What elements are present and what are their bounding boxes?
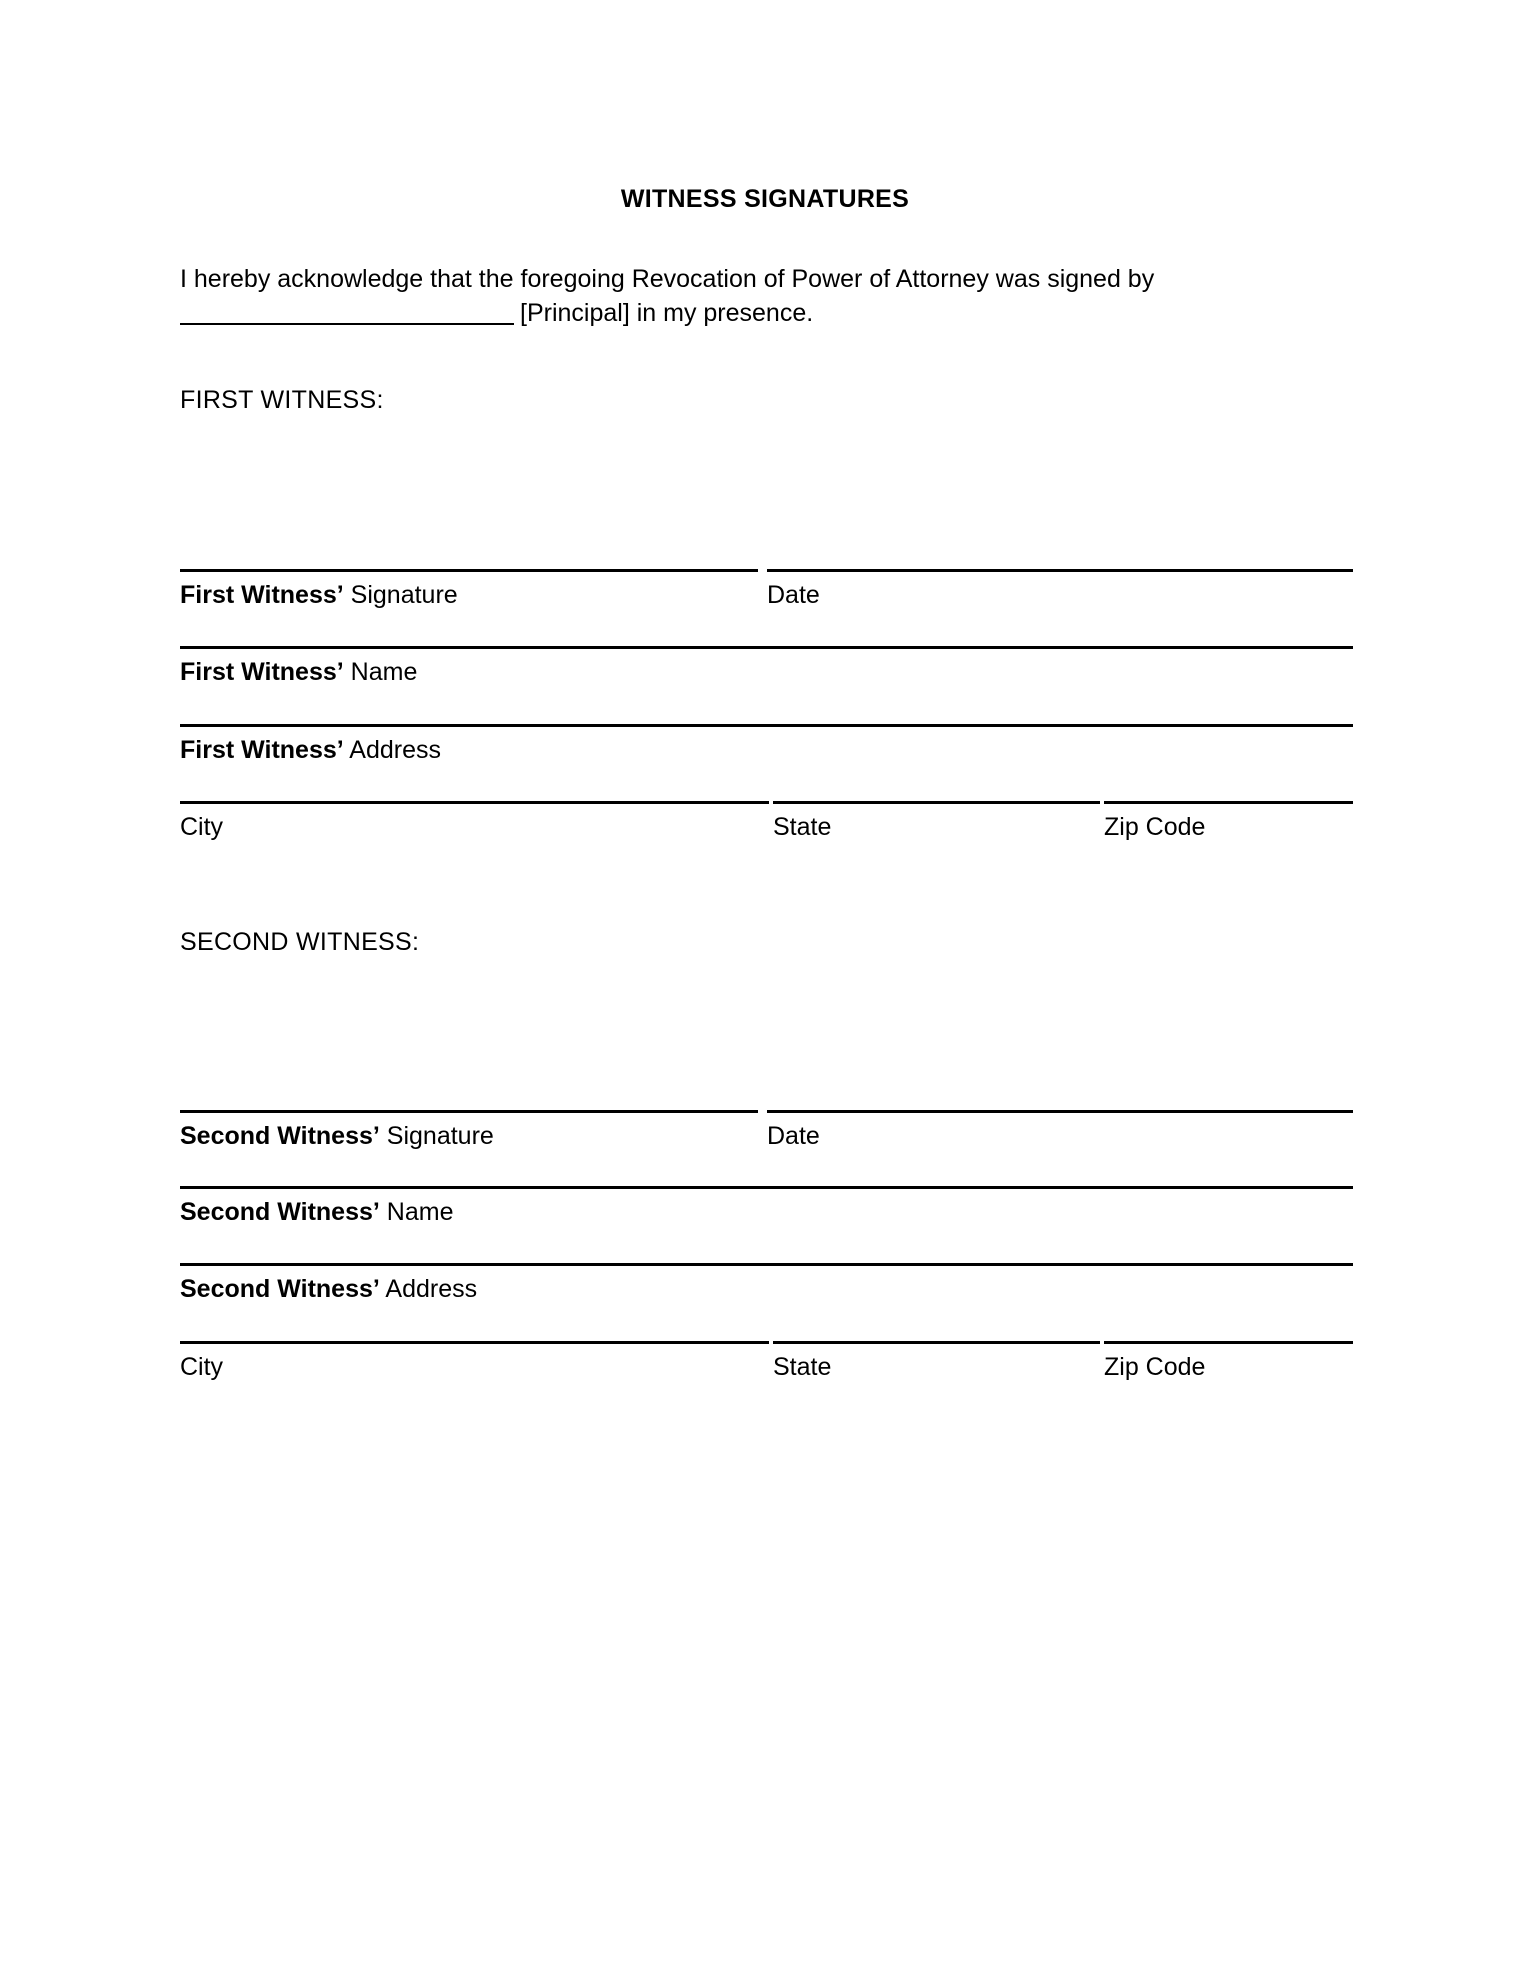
second-witness-city-field[interactable] xyxy=(180,1341,769,1382)
zip-field-label: Zip Code xyxy=(1104,813,1206,841)
name-field-label: Name xyxy=(350,658,418,686)
date-field-label: Date xyxy=(767,1122,820,1150)
first-witness-possessive: First Witness’ xyxy=(180,736,344,764)
first-witness-state-field[interactable] xyxy=(773,801,1100,842)
second-witness-name-field[interactable] xyxy=(180,1186,1353,1227)
second-witness-zip-field[interactable] xyxy=(1104,1341,1353,1382)
address-field-label: Address xyxy=(385,1275,478,1303)
second-witness-address-field[interactable] xyxy=(180,1263,1353,1304)
second-witness-possessive: Second Witness’ xyxy=(180,1198,380,1226)
first-witness-possessive: First Witness’ xyxy=(180,658,344,686)
city-field-label: City xyxy=(180,1353,224,1381)
document-title: WITNESS SIGNATURES xyxy=(620,185,910,213)
acknowledgment-paragraph xyxy=(180,262,1190,330)
second-witness-signature-row xyxy=(180,1110,1353,1151)
acknowledgment-line2 xyxy=(180,296,1190,330)
first-witness-name-row xyxy=(180,646,1353,687)
first-witness-signature-field[interactable] xyxy=(180,569,758,610)
first-witness-date-field[interactable] xyxy=(767,569,1353,610)
signature-field-label: Signature xyxy=(386,1122,494,1150)
second-witness-name-row xyxy=(180,1186,1353,1227)
date-field-label: Date xyxy=(767,581,820,609)
city-field-label: City xyxy=(180,813,224,841)
second-witness-signature-field[interactable] xyxy=(180,1110,758,1151)
second-witness-city-state-zip-row xyxy=(180,1341,1353,1382)
second-witness-possessive: Second Witness’ xyxy=(180,1275,380,1303)
state-field-label: State xyxy=(773,1353,832,1381)
acknowledgment-line2-text: [Principal] in my presence. xyxy=(520,299,814,327)
first-witness-address-field[interactable] xyxy=(180,724,1353,765)
first-witness-heading: FIRST WITNESS: xyxy=(180,386,384,414)
signature-field-label: Signature xyxy=(350,581,458,609)
second-witness-date-field[interactable] xyxy=(767,1110,1353,1151)
first-witness-address-row xyxy=(180,724,1353,765)
first-witness-city-state-zip-row xyxy=(180,801,1353,842)
second-witness-address-row xyxy=(180,1263,1353,1304)
first-witness-signature-row xyxy=(180,569,1353,610)
state-field-label: State xyxy=(773,813,832,841)
second-witness-state-field[interactable] xyxy=(773,1341,1100,1382)
second-witness-heading: SECOND WITNESS: xyxy=(180,928,420,956)
zip-field-label: Zip Code xyxy=(1104,1353,1206,1381)
principal-name-blank[interactable] xyxy=(180,298,514,325)
first-witness-zip-field[interactable] xyxy=(1104,801,1353,842)
first-witness-possessive: First Witness’ xyxy=(180,581,344,609)
acknowledgment-line1: I hereby acknowledge that the foregoing Revocation of Power of Attorney was signed by xyxy=(180,265,1155,293)
second-witness-possessive: Second Witness’ xyxy=(180,1122,380,1150)
first-witness-name-field[interactable] xyxy=(180,646,1353,687)
first-witness-city-field[interactable] xyxy=(180,801,769,842)
address-field-label: Address xyxy=(349,736,441,764)
name-field-label: Name xyxy=(386,1198,454,1226)
